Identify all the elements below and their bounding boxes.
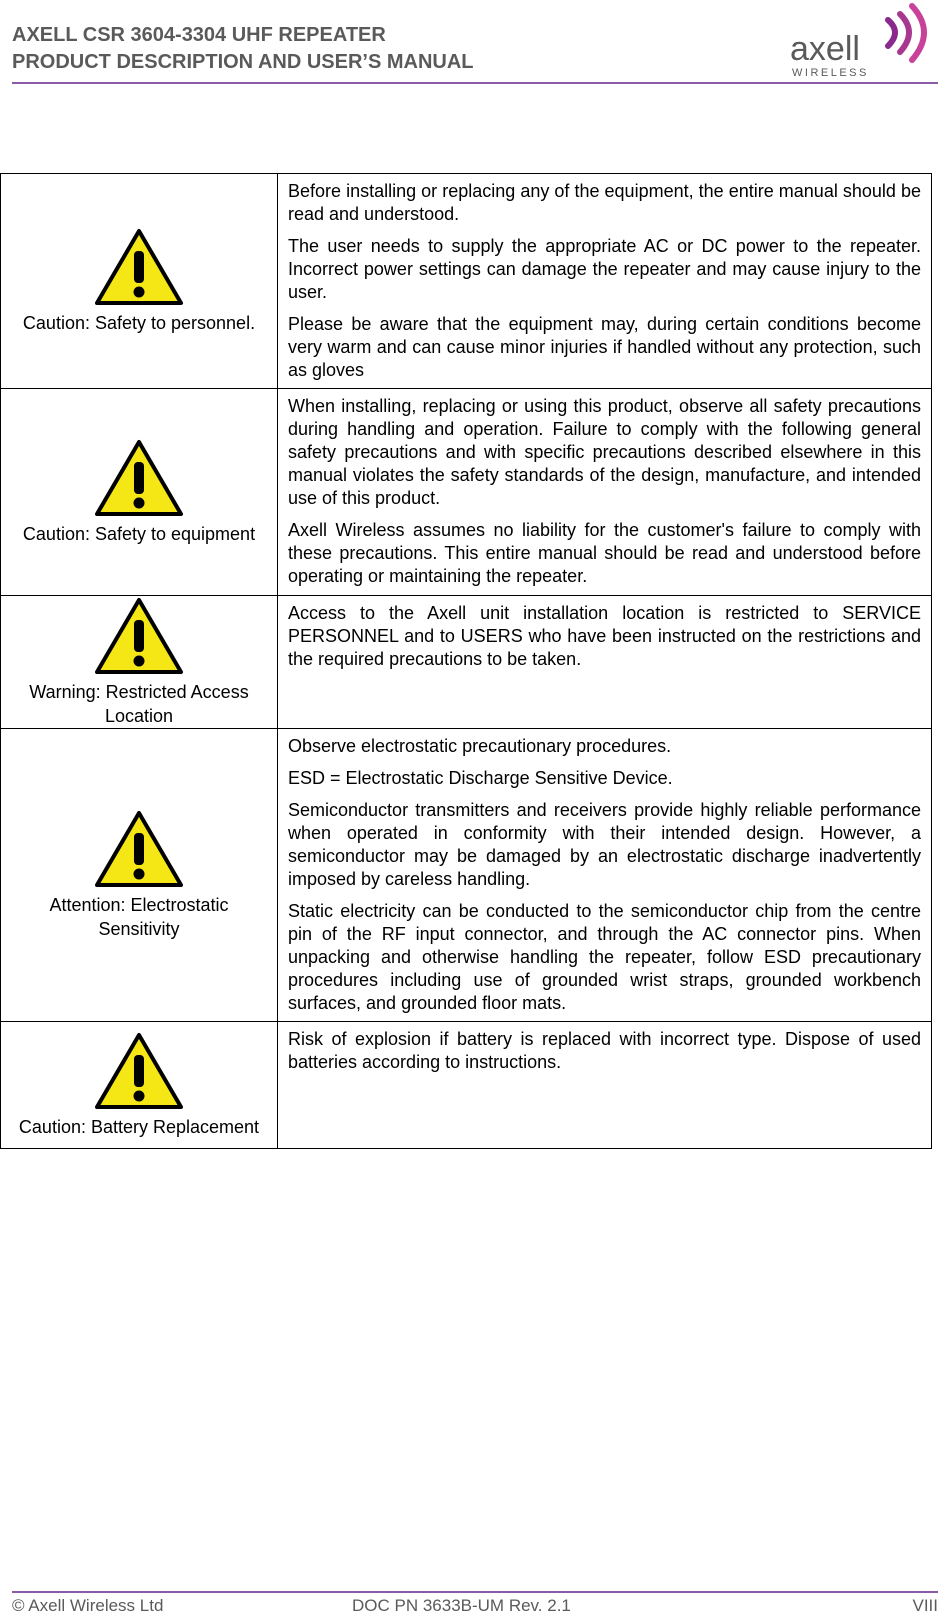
description-paragraph: The user needs to supply the appropriate AC or DC power to the repeater. Incorrect power settings can damage the repeater and may cause injury to the user. <box>288 236 921 302</box>
header-divider <box>12 82 938 84</box>
header-title-line2: PRODUCT DESCRIPTION AND USER’S MANUAL <box>12 51 474 73</box>
description-cell <box>278 729 932 1022</box>
safety-row <box>1 174 932 389</box>
icon-caption: Caution: Battery Replacement <box>18 1117 260 1137</box>
safety-table <box>0 173 932 1149</box>
warning-triangle-icon <box>93 1031 185 1111</box>
icon-cell <box>1 1022 278 1149</box>
svg-text:WIRELESS: WIRELESS <box>792 67 869 79</box>
icon-cell <box>1 596 278 729</box>
description-paragraph: ESD = Electrostatic Discharge Sensitive Device. <box>288 768 673 788</box>
icon-caption: Caution: Safety to personnel. <box>22 313 256 333</box>
icon-cell <box>1 729 278 1022</box>
description-cell <box>278 389 932 596</box>
description-paragraph: Semiconductor transmitters and receivers provide highly reliable performance when operated in conformity with their intended design. However, a semiconductor may be damaged by an electrostatic discharge inadvertently imposed by careless handling. <box>288 800 921 889</box>
icon-cell <box>1 389 278 596</box>
description-paragraph: Observe electrostatic precautionary procedures. <box>288 736 672 756</box>
footer-doc-number: DOC PN 3633B-UM Rev. 2.1 <box>352 1596 571 1615</box>
axell-wireless-logo <box>784 2 934 80</box>
description-paragraph: Risk of explosion if battery is replaced with incorrect type. Dispose of used batteries according to instructions. <box>288 1029 921 1072</box>
footer-copyright: © Axell Wireless Ltd <box>12 1596 164 1615</box>
safety-row <box>1 1022 932 1149</box>
description-paragraph: Please be aware that the equipment may, during certain conditions become very warm and can cause minor injuries if handled without any protection, such as gloves <box>288 314 921 380</box>
icon-caption: Caution: Safety to equipment <box>22 524 256 544</box>
header-title-line1: AXELL CSR 3604-3304 UHF REPEATER <box>12 24 386 46</box>
svg-text:axell: axell <box>790 30 860 68</box>
warning-triangle-icon <box>93 438 185 518</box>
warning-triangle-icon <box>93 809 185 889</box>
description-paragraph: Static electricity can be conducted to the semiconductor chip from the centre pin of the RF input connector, and through the AC connector pins. When unpacking and otherwise handling the repeater, follow ESD precautionary procedures including use of grounded wrist straps, grounded workbench surfaces, and grounded floor mats. <box>288 901 921 1013</box>
description-cell <box>278 174 932 389</box>
page-header <box>12 22 938 84</box>
icon-caption: Attention: Electrostatic Sensitivity <box>49 895 229 939</box>
description-paragraph: Axell Wireless assumes no liability for the customer's failure to comply with these precautions. This entire manual should be read and understood before operating or maintaining the repeater. <box>288 520 921 586</box>
safety-row <box>1 729 932 1022</box>
footer-divider <box>12 1591 938 1593</box>
description-paragraph: When installing, replacing or using this product, observe all safety precautions during handling and operation. Failure to comply with the following general safety precautions and with specific precautions described elsewhere in this manual violates the safety standards of the design, manufacture, and intended use of this product. <box>288 396 921 508</box>
icon-cell <box>1 174 278 389</box>
safety-row <box>1 389 932 596</box>
description-paragraph: Before installing or replacing any of the equipment, the entire manual should be read and understood. <box>288 181 921 224</box>
safety-row <box>1 596 932 729</box>
footer-page-number: VIII <box>912 1596 938 1615</box>
warning-triangle-icon <box>93 596 185 676</box>
description-cell <box>278 1022 932 1149</box>
warning-triangle-icon <box>93 227 185 307</box>
description-paragraph: Access to the Axell unit installation location is restricted to SERVICE PERSONNEL and to USERS who have been instructed on the restrictions and the required precautions to be taken. <box>288 603 921 669</box>
icon-caption: Warning: Restricted Access Location <box>29 682 249 726</box>
description-cell <box>278 596 932 729</box>
